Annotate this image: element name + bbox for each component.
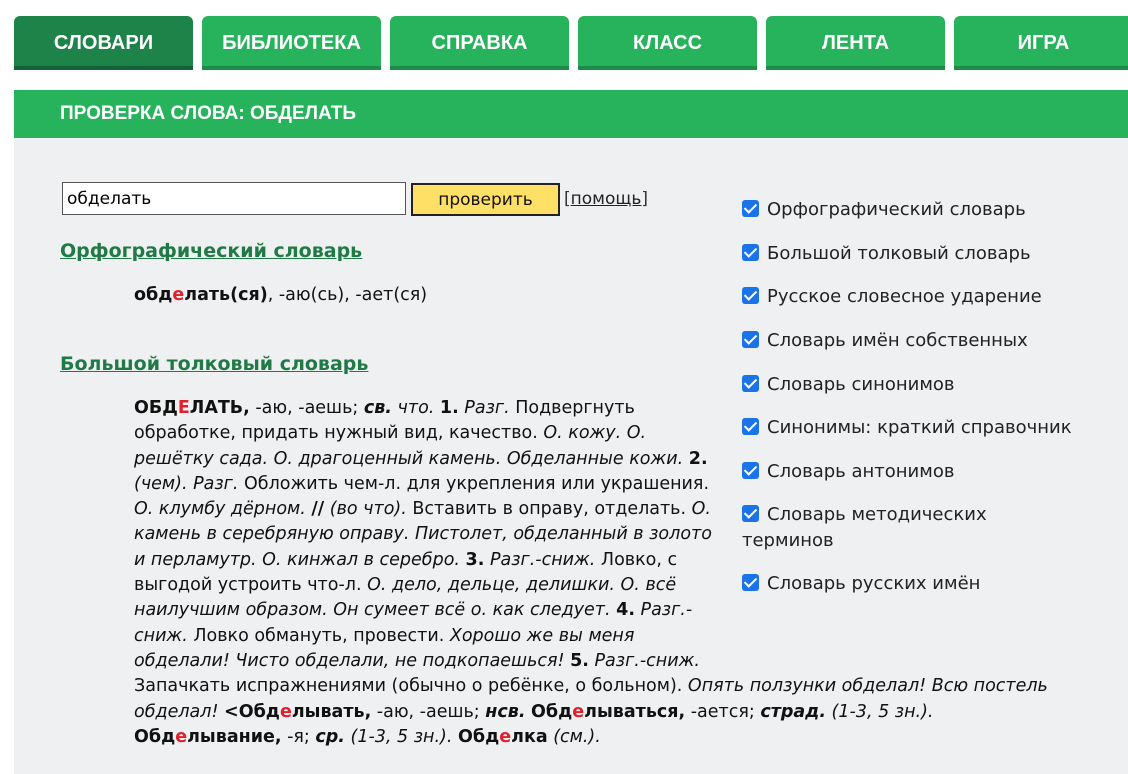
dict-check-proper-names[interactable]: Словарь имён собственных: [742, 328, 1092, 354]
dict-check-russian-names[interactable]: Словарь русских имён: [742, 571, 1092, 597]
help-link-wrap: [помощь]: [564, 189, 649, 209]
orfo-forms: , -аю(сь), -ает(ся): [267, 285, 428, 305]
checkbox-checked-icon[interactable]: [742, 505, 759, 522]
search-input[interactable]: [62, 182, 406, 215]
orfo-entry: [134, 285, 427, 305]
tab-lenta[interactable]: ЛЕНТА: [766, 16, 945, 70]
section-title-orfo[interactable]: Орфографический словарь: [60, 240, 363, 262]
dict-check-synonyms[interactable]: Словарь синонимов: [742, 372, 1092, 398]
dict-check-btd[interactable]: Большой толковый словарь: [742, 241, 1092, 267]
checkbox-checked-icon[interactable]: [742, 244, 759, 261]
checkbox-checked-icon[interactable]: [742, 287, 759, 304]
tab-biblioteka[interactable]: БИБЛИОТЕКА: [202, 16, 381, 70]
page-title: ПРОВЕРКА СЛОВА: ОБДЕЛАТЬ: [14, 90, 1128, 138]
checkbox-checked-icon[interactable]: [742, 418, 759, 435]
orfo-headword: обделать(ся): [134, 285, 268, 305]
dict-check-orfo[interactable]: Орфографический словарь: [742, 197, 1092, 223]
tab-igra[interactable]: ИГРА: [954, 16, 1128, 70]
section-title-btd[interactable]: Большой толковый словарь: [60, 353, 369, 375]
checkbox-checked-icon[interactable]: [742, 375, 759, 392]
dict-check-method-terms[interactable]: Словарь методических терминов: [742, 504, 987, 551]
checkbox-checked-icon[interactable]: [742, 574, 759, 591]
btd-headword: ОБДЕЛАТЬ,: [134, 398, 250, 418]
main-nav: [14, 16, 1128, 74]
checkbox-checked-icon[interactable]: [742, 331, 759, 348]
checkbox-checked-icon[interactable]: [742, 200, 759, 217]
checkbox-checked-icon[interactable]: [742, 462, 759, 479]
dict-check-synonyms-short[interactable]: Синонимы: краткий справочник: [742, 415, 1092, 441]
dict-check-antonyms[interactable]: Словарь антонимов: [742, 459, 1092, 485]
tab-slovari[interactable]: СЛОВАРИ: [14, 16, 193, 70]
content-panel: [14, 90, 1128, 774]
tab-klass[interactable]: КЛАСС: [578, 16, 757, 70]
btd-article: ОБДЕЛАТЬ, -аю, -аешь; св. что. 1. Разг. Подвергнуть обработке, придать нужный вид, качество. О. кожу. О. решётку сада. О. драгоценный камень. Обделанные кожи. 2. (чем). Разг. Обложить чем-л. для укрепления или украшения. О. клумбу дёрном. // (во что). Вставить в оправу, отделать. О. камень в серебряную оправу. Пистолет, обделанный в золото и перламутр. О. кинжал в серебро. 3. Разг.-сниж. Ловко, с выгодой устроить что-л. О. дело, дельце, делишки. О. всё наилучшим образом. Он сумеет всё о. как следует. 4. Разг.-сниж. Ловко обмануть, провести. Хорошо же вы меня обделали! Чисто обделали, не подкопаешься! 5. Разг.-сниж. Запачкать испражнениями (обычно о ребёнке, о больном). Опять ползунки обделал! Всю постель обделал! <Обделывать, -аю, -аешь; нсв. Обделываться, -ается; страд. (1-3, 5 зн.). Обделывание, -я; ср. (1-3, 5 зн.). Обделка (см.).: [134, 398, 1048, 747]
tab-spravka[interactable]: СПРАВКА: [390, 16, 569, 70]
help-link[interactable]: помощь: [570, 189, 642, 209]
dict-check-stress[interactable]: Русское словесное ударение: [742, 284, 1092, 310]
check-button[interactable]: проверить: [411, 183, 560, 216]
